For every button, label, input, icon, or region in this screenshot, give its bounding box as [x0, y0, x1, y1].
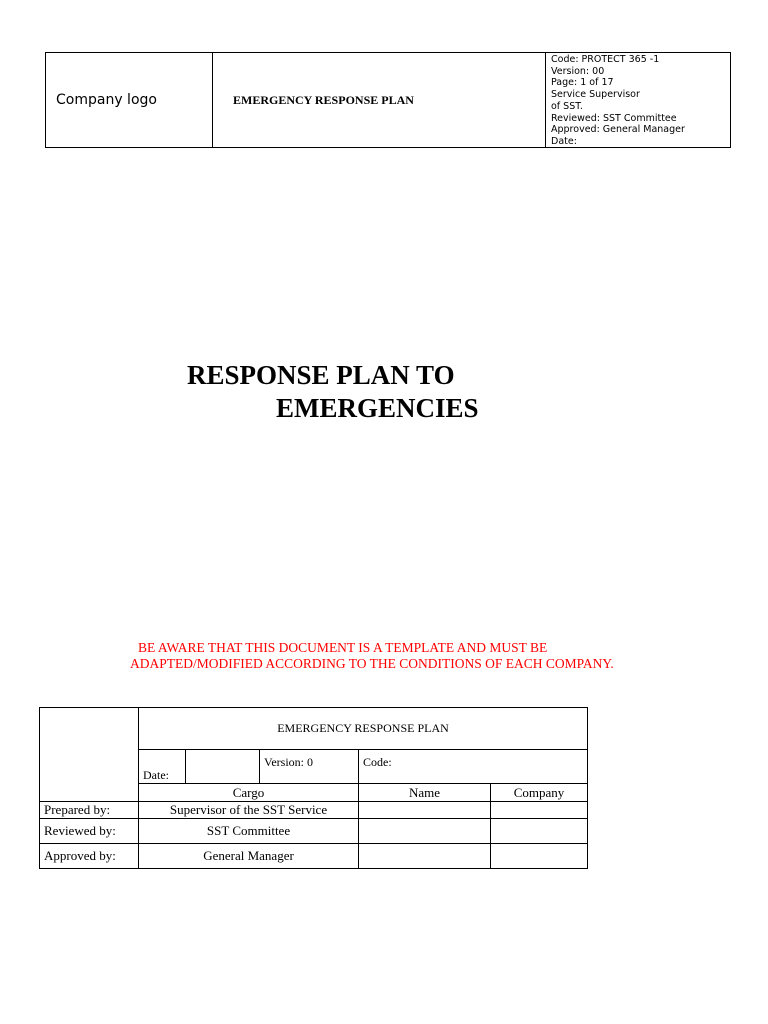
date-cell — [139, 750, 186, 784]
date-value-cell — [186, 750, 260, 784]
prepared-name — [359, 802, 491, 819]
column-header-name: Name — [359, 784, 491, 802]
meta-page: Page: 1 of 17 — [551, 77, 614, 89]
document-title-line-1: RESPONSE PLAN TO — [187, 360, 455, 390]
prepared-cargo: Supervisor of the SST Service — [139, 802, 359, 819]
blank-cell — [40, 784, 139, 802]
template-warning-line-1: BE AWARE THAT THIS DOCUMENT IS A TEMPLATE AND MUST BE — [138, 640, 548, 655]
blank-cell — [40, 750, 139, 784]
approved-name — [359, 844, 491, 869]
company-logo-placeholder: Company logo — [46, 53, 213, 147]
meta-reviewed: Reviewed: SST Committee — [551, 112, 677, 124]
meta-approved: Approved: General Manager — [551, 124, 685, 136]
document-control-info — [546, 53, 730, 147]
approval-table — [39, 707, 588, 869]
prepared-company — [491, 802, 588, 819]
code-label: Code: — [363, 755, 392, 769]
meta-prepared-1: Service Supervisor — [551, 89, 640, 101]
version-cell — [260, 750, 359, 784]
header-title: EMERGENCY RESPONSE PLAN — [213, 53, 546, 147]
table-row-reviewed — [40, 819, 588, 844]
date-label: Date: — [143, 768, 169, 782]
reviewed-company — [491, 819, 588, 844]
meta-version: Version: 00 — [551, 65, 605, 77]
column-header-cargo: Cargo — [139, 784, 359, 802]
table-row-approved — [40, 844, 588, 869]
reviewed-cargo: SST Committee — [139, 819, 359, 844]
approved-company — [491, 844, 588, 869]
row-label-prepared: Prepared by: — [40, 802, 139, 819]
reviewed-name — [359, 819, 491, 844]
document-title-line-2: EMERGENCIES — [276, 393, 479, 423]
code-cell — [359, 750, 588, 784]
meta-date: Date: — [551, 135, 577, 147]
version-label: Version: 0 — [264, 755, 313, 769]
meta-prepared-2: of SST. — [551, 100, 583, 112]
document-header — [45, 52, 731, 148]
table-row-prepared — [40, 802, 588, 819]
approval-table-title: EMERGENCY RESPONSE PLAN — [139, 708, 588, 750]
row-label-approved: Approved by: — [40, 844, 139, 869]
column-header-company: Company — [491, 784, 588, 802]
blank-cell — [40, 708, 139, 750]
approved-cargo: General Manager — [139, 844, 359, 869]
meta-code: Code: PROTECT 365 -1 — [551, 54, 660, 65]
row-label-reviewed: Reviewed by: — [40, 819, 139, 844]
template-warning-line-2: ADAPTED/MODIFIED ACCORDING TO THE CONDITIONS OF EACH COMPANY. — [130, 656, 614, 671]
